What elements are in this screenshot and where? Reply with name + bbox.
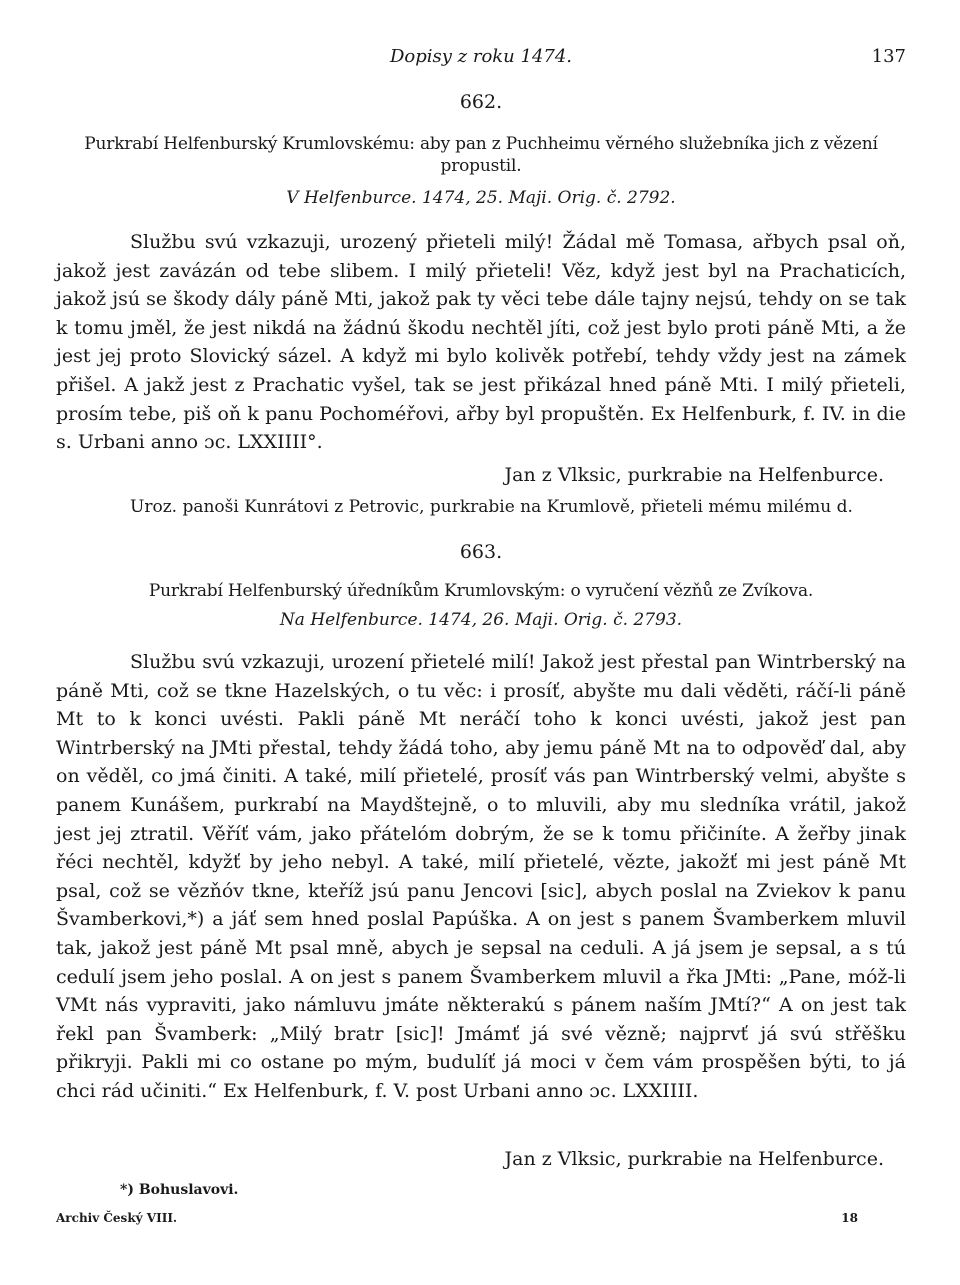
letter-heading: Purkrabí Helfenburský Krumlovskému: aby pan z Puchheimu věrného služebníka jich z vězení propustil. xyxy=(84,134,878,176)
running-title: Dopisy z roku 1474. xyxy=(389,46,573,67)
letter-source: V Helfenburce. 1474, 25. Maji. Orig. č. 2792. xyxy=(286,188,676,208)
footnote: *) Bohuslavovi. xyxy=(120,1182,239,1198)
letter-text: Službu svú vzkazuji, urozený přieteli milý! Žádal mě Tomasa, ařbych psal oň, jakož jest zavázán od tebe slibem. I milý přieteli! Věz, když jest byl na Prachaticích, jakož jsú se škody dály páně Mti, jakož pak ty věci tebe dále tajny nejsú, tehdy on se tak k tomu jměl, že jest nikdá na žádnú škodu nechtěl jíti, což jest bylo proti páně Mti, a že jest jej proto Slovický sázel. A když mi bylo kolivěk potřebí, tehdy vždy jest na zámek přišel. A jakž jest z Prachatic vyšel, tak se jest přikázal hned páně Mti. I milý přieteli, prosím tebe, piš oň k panu Pochoméřovi, ařby byl propuštěn. Ex Helfenburk, f. IV. in die s. Urbani anno ɔc. LXXIIII°. xyxy=(56,231,906,454)
letter-heading: Purkrabí Helfenburský úředníkům Krumlovským: o vyručení vězňů ze Zvíkova. xyxy=(148,581,814,601)
document-page xyxy=(56,0,906,1285)
sheet-number: 18 xyxy=(841,1211,858,1225)
letter-address: Uroz. panoši Kunrátovi z Petrovic, purkrabie na Krumlově, přieteli mému milému d. xyxy=(130,497,853,517)
signature-mark: Archiv Český VIII. xyxy=(56,1211,178,1225)
running-head xyxy=(56,46,906,70)
letter-body xyxy=(56,228,906,457)
letter-number: 662. xyxy=(459,91,503,113)
page-number: 137 xyxy=(871,46,906,67)
letter-signature: Jan z Vlksic, purkrabie na Helfenburce. xyxy=(504,464,884,486)
letter-number: 663. xyxy=(459,541,503,563)
letter-text: Službu svú vzkazuji, urození přietelé milí! Jakož jest přestal pan Wintrberský na páně Mti, což se tkne Hazelských, o tu věc: i prosíť, abyšte mu dali věděti, ráčí-li páně Mt to k konci uvésti. Pakli páně Mt neráčí toho k konci uvésti, jakož jest pan Wintrberský na JMti přestal, tehdy žádá toho, aby jemu páně Mt na to odpověď dal, aby on věděl, co jmá činiti. A také, milí přietelé, prosíť vás pan Wintrberský velmi, abyšte s panem Kunášem, purkrabí na Maydštejně, o to mluvili, aby mu sledníka vrátil, jakož jest jej ztratil. Věříť vám, jako přátelóm dobrým, že se k tomu přičiníte. A žeřby jinak řéci nechtěl, kdyžť by jeho nebyl. A také, milí přietelé, vězte, jakožť mi jest páně Mt psal, což se vězňóv tkne, kteříž jsú panu Jencovi [sic], abych poslal na Zviekov k panu Švamberkovi,*) a jáť sem hned poslal Papúška. A on jest s panem Švamberkem mluvil tak, jakož jest páně Mt psal mně, abych je sepsal na ceduli. A já jsem je sepsal, a s tú cedulí jsem jeho poslal. A on jest s panem Švamberkem mluvil a řka JMti: „Pane, móž-li VMt nás vypraviti, jako námluvu jmáte některakú s pánem naším JMtí?“ A on jest tak řekl pan Švamberk: „Milý bratr [sic]! Jmámť já své vězně; najprvť já svú střěšku přikryji. Pakli mi co ostane po mým, budulíť já moci v čem vám prospěšen býti, to já chci rád učiniti.“ Ex Helfenburk, f. V. post Urbani anno ɔc. LXXIIII. xyxy=(56,651,906,1102)
letter-signature: Jan z Vlksic, purkrabie na Helfenburce. xyxy=(504,1148,884,1170)
letter-source: Na Helfenburce. 1474, 26. Maji. Orig. č. 2793. xyxy=(279,610,683,630)
letter-body xyxy=(56,648,906,1106)
